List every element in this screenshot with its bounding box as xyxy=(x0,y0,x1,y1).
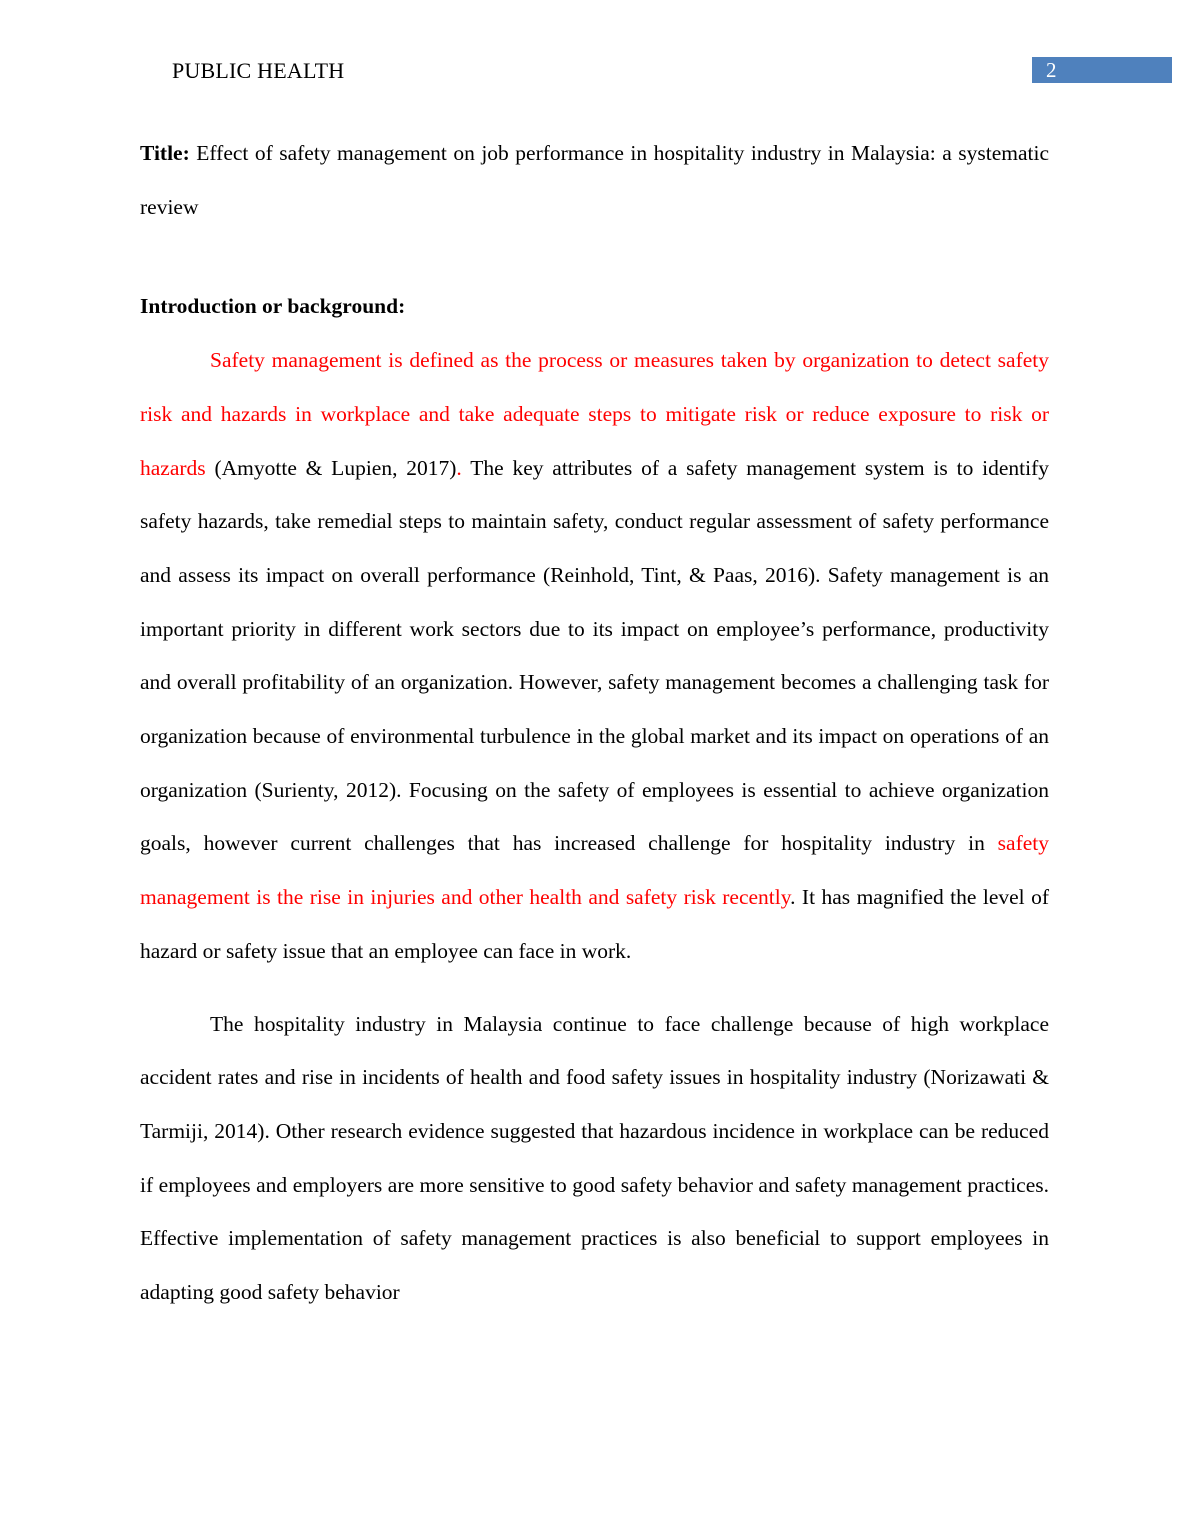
paragraph-1 xyxy=(140,334,1049,978)
citation-amyotte: (Amyotte & Lupien, 2017) xyxy=(205,455,457,480)
paragraph-2: The hospitality industry in Malaysia continue to face challenge because of high workplace accident rates and rise in incidents of health and food safety issues in hospitality industry (Norizawati & Tarmiji, 2014). Other research evidence suggested that hazardous incidence in workplace can be reduced if employees and employers are more sensitive to good safety behavior and safety management practices. Effective implementation of safety management practices is also beneficial to support employees in adapting good safety behavior xyxy=(140,1011,1049,1305)
title-text: Effect of safety management on job performance in hospitality industry in Malaysia: a systematic review xyxy=(140,141,1049,219)
paragraph-1-ending: . It has magnified the level of hazard or safety issue that an employee can face in work. xyxy=(140,885,1049,963)
document-body xyxy=(140,127,1049,1320)
paragraph-1-body: The key attributes of a safety management system is to identify safety hazards, take remedial steps to maintain safety, conduct regular assessment of safety performance and assess its impact on overall performance (Reinhold, Tint, & Paas, 2016). Safety management is an important priority in different work sectors due to its impact on employee’s performance, productivity and overall profitability of an organization. However, safety management becomes a challenging task for organization because of environmental turbulence in the global market and its impact on operations of an organization (Surienty, 2012). Focusing on the safety of employees is essential to achieve organization goals, however current challenges that has increased challenge for hospitality industry in xyxy=(140,455,1049,856)
running-header-title: PUBLIC HEALTH xyxy=(172,58,345,83)
highlighted-period: . xyxy=(456,455,462,480)
title-label: Title: xyxy=(140,141,190,165)
page-number-badge: 2 xyxy=(1032,57,1172,83)
highlighted-text-definition: Safety management is defined as the process or measures taken by organization to detect safety risk and hazards in workplace and take adequate steps to mitigate risk or reduce exposure to risk or hazards xyxy=(140,348,1049,480)
highlighted-text-risk: safety management is the rise in injuries and other health and safety risk recently xyxy=(140,831,1049,910)
section-heading-introduction: Introduction or background: xyxy=(140,294,406,319)
document-title xyxy=(140,127,1049,234)
